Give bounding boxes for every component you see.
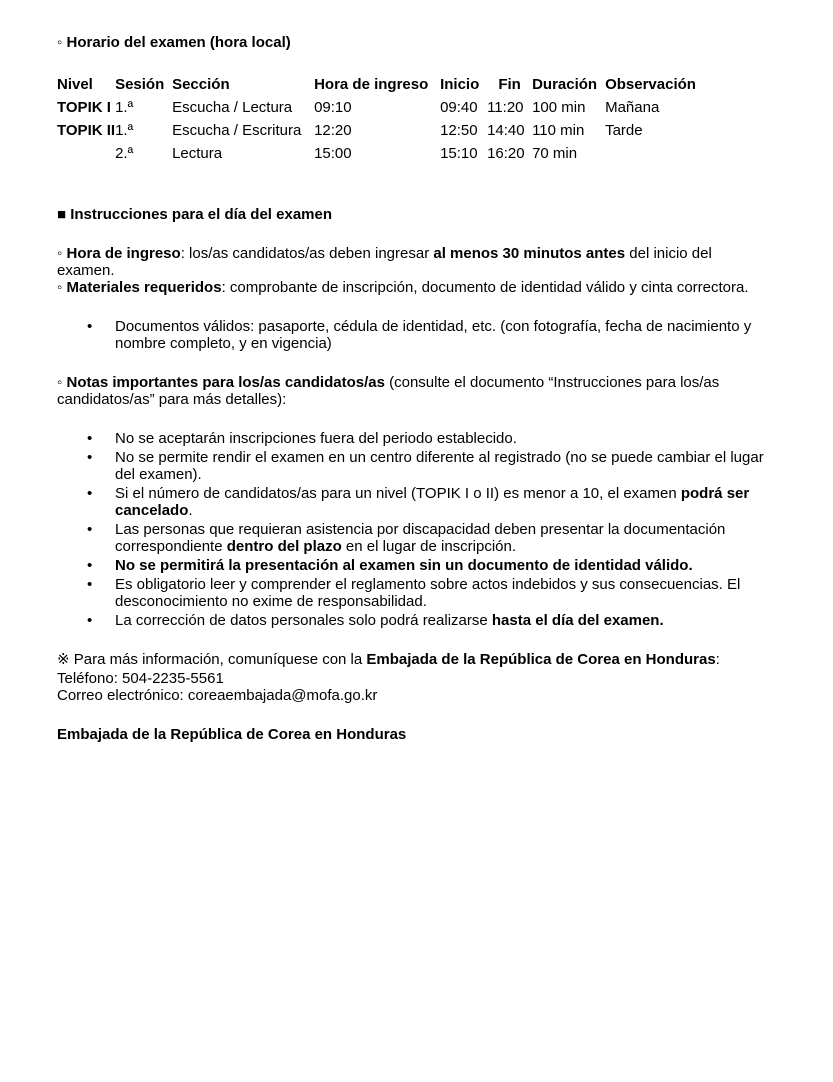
cell-fin: 16:20 [487, 145, 525, 162]
instructions-title: ■ Instrucciones para el día del examen [57, 206, 333, 223]
ingreso-text-end: del inicio del examen. [57, 245, 712, 279]
cell-inicio: 15:10 [440, 145, 478, 162]
bullet-circle: ◦ [57, 279, 67, 296]
cell-seccion: Escucha / Escritura [172, 122, 302, 139]
header-seccion: Sección [172, 76, 230, 93]
bullet-circle: ◦ [57, 245, 67, 262]
note-text: La corrección de datos personales solo podrá realizarse [115, 612, 492, 629]
notes-list [57, 430, 769, 629]
contact-org: Embajada de la República de Corea en Honduras [366, 651, 716, 668]
note-text-end: en el lugar de inscripción. [341, 538, 517, 555]
cell-inicio: 09:40 [440, 99, 478, 116]
schedule-title [57, 34, 769, 51]
ingreso-paragraph [57, 245, 769, 279]
contact-email: Correo electrónico: coreaembajada@mofa.go.kr [57, 687, 378, 704]
materiales-paragraph [57, 279, 769, 296]
cell-fin: 14:40 [487, 122, 525, 139]
cell-observacion: Mañana [605, 99, 660, 116]
ingreso-label: Hora de ingreso [66, 245, 181, 262]
header-inicio: Inicio [440, 76, 480, 93]
contact-colon: : [715, 651, 720, 668]
cell-seccion: Escucha / Lectura [172, 99, 293, 116]
cell-observacion: Tarde [605, 122, 643, 139]
table-row [57, 99, 696, 122]
cell-sesion: 1.ª [115, 99, 134, 116]
header-fin: Fin [498, 76, 521, 93]
cell-ingreso: 12:20 [314, 122, 352, 139]
list-item [57, 521, 769, 555]
cell-sesion: 1.ª [115, 122, 134, 139]
cell-fin: 11:20 [487, 99, 524, 116]
header-sesion: Sesión [115, 76, 165, 93]
cell-seccion: Lectura [172, 145, 223, 162]
header-observacion: Observación [605, 76, 696, 93]
cell-ingreso: 09:10 [314, 99, 352, 116]
list-item: • Documentos válidos: pasaporte, cédula de identidad, etc. (con fotografía, fecha de nacimiento y nombre completo, y en vigencia) [57, 318, 769, 352]
contact-text: Para más información, comuníquese con la [69, 651, 367, 668]
header-nivel: Nivel [57, 76, 93, 93]
cell-ingreso: 15:00 [314, 145, 352, 162]
cell-nivel [57, 145, 115, 168]
notes-paragraph [57, 374, 769, 408]
note-emphasis: dentro del plazo [226, 538, 342, 555]
ingreso-emphasis: al menos 30 minutos antes [433, 245, 626, 262]
schedule-title-text: Horario del examen (hora local) [66, 34, 291, 51]
cell-nivel: TOPIK I [57, 99, 111, 116]
list-item [57, 612, 769, 629]
list-item [57, 485, 769, 519]
signature: Embajada de la República de Corea en Honduras [57, 726, 407, 743]
note-text: Las personas que requieran asistencia por discapacidad deben presentar la documentación correspondiente [115, 521, 726, 555]
table-header-row [57, 76, 696, 99]
table-row [57, 122, 696, 145]
notes-label: Notas importantes para los/as candidatos/as [66, 374, 385, 391]
materiales-text: : comprobante de inscripción, documento de identidad válido y cinta correctora. [221, 279, 749, 296]
note-emphasis: podrá ser cancelado [115, 485, 750, 519]
cell-sesion: 2.ª [115, 145, 134, 162]
bullet-circle: ◦ [57, 374, 67, 391]
table-row [57, 145, 696, 168]
cell-duracion: 70 min [532, 145, 578, 162]
document-page [57, 34, 769, 743]
cell-observacion [605, 145, 696, 168]
list-item: • Es obligatorio leer y comprender el reglamento sobre actos indebidos y sus consecuencias. El desconocimiento no exime de responsabilidad. [57, 576, 769, 610]
cell-duracion: 100 min [532, 99, 586, 116]
note-text-end: . [188, 502, 193, 519]
header-ingreso: Hora de ingreso [314, 76, 429, 93]
cell-inicio: 12:50 [440, 122, 478, 139]
note-emphasis: hasta el día del examen. [491, 612, 664, 629]
reference-mark-icon: ※ [57, 651, 70, 668]
list-item: • No se aceptarán inscripciones fuera del periodo establecido. [57, 430, 769, 447]
documents-list [57, 318, 769, 352]
list-item [57, 557, 769, 574]
notes-text: (consulte el documento “Instrucciones para los/as candidatos/as” para más detalles): [57, 374, 720, 408]
materiales-label: Materiales requeridos [66, 279, 222, 296]
header-duracion: Duración [532, 76, 598, 93]
cell-nivel: TOPIK II [57, 122, 116, 139]
list-item: • No se permite rendir el examen en un centro diferente al registrado (no se puede cambiar el lugar del examen). [57, 449, 769, 483]
cell-duracion: 110 min [532, 122, 585, 139]
note-text: Si el número de candidatos/as para un nivel (TOPIK I o II) es menor a 10, el examen [115, 485, 681, 502]
contact-paragraph [57, 651, 769, 668]
ingreso-text: : los/as candidatos/as deben ingresar [180, 245, 434, 262]
schedule-table [57, 76, 696, 168]
contact-phone: Teléfono: 504-2235-5561 [57, 670, 224, 687]
note-emphasis: No se permitirá la presentación al examen sin un documento de identidad válido. [115, 557, 693, 574]
bullet-circle: ◦ [57, 34, 67, 51]
